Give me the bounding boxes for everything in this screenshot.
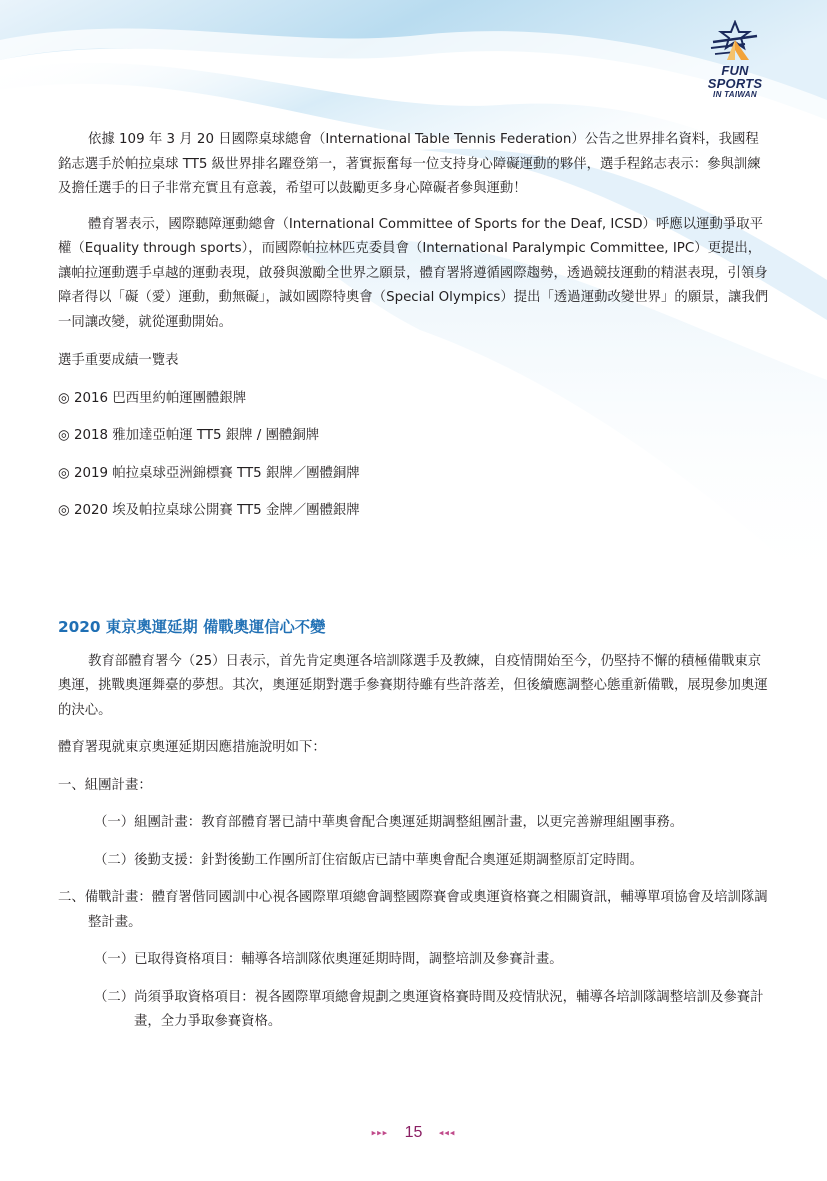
plan-item-2: 二、備戰計畫：體育署偕同國訓中心視各國際單項總會調整國際賽會或奧運資格賽之相關資訊，輔導單項協會及培訓隊調整計畫。 [58,890,768,930]
plan-item-2-sub-1: （一）已取得資格項目：輔導各培訓隊依奧運延期時間，調整培訓及參賽計畫。 [94,952,563,967]
section-paragraph-1: 教育部體育署今（25）日表示，首先肯定奧運各培訓隊選手及教練，自疫情開始至今，仍堅持不懈的積極備戰東京奧運，挑戰奧運舞臺的夢想。其次，奧運延期對選手參賽期待雖有些許落差，但後續應調整心態重新備戰，展現參加奧運的決心。 [58,653,768,718]
plan-item-1-sub-1: （一）組團計畫：教育部體育署已請中華奧會配合奧運延期調整組團計畫，以更完善辦理組團事務。 [94,815,684,830]
star-runner-icon [705,20,765,62]
intro-paragraph-1: 依據 109 年 3 月 20 日國際桌球總會（International Table Tennis Federation）公告之世界排名資料，我國程銘志選手於帕拉桌球 TT5 級世界排名躍登第一，著實振奮每一位支持身心障礙運動的夥伴，選手程銘志表示：參與訓練及擔任選手的日子非常充實且有意義，希望可以鼓勵更多身心障礙者參與運動！ [58,132,761,196]
plan-item-1-sub-2: （二）後勤支援：針對後勤工作團所訂住宿飯店已請中華奧會配合奧運延期調整原訂定時間。 [94,852,644,868]
left-arrows-icon: ▸▸▸ [371,1127,389,1138]
logo-title: FUN SPORTS [707,63,763,91]
section-title: 2020 東京奧運延期 備戰奧運信心不變 [58,617,326,636]
plan-item-2-sub-2: （二）尚須爭取資格項目：視各國際單項總會規劃之奧運資格賽時間及疫情狀況，輔導各培訓隊調整培訓及參賽計畫，全力爭取參賽資格。 [94,989,764,1029]
achievement-item: ◎ 2016 巴西里約帕運團體銀牌 [58,390,247,406]
achievement-item: ◎ 2020 埃及帕拉桌球公開賽 TT5 金牌／團體銀牌 [58,503,360,518]
page-footer [0,1124,827,1142]
page-number: 15 [404,1124,423,1141]
right-arrows-icon: ◂◂◂ [438,1127,456,1138]
fun-sports-logo [700,20,770,99]
plan-item-1: 一、組團計畫： [58,777,152,793]
article-body [58,128,770,1035]
achievement-item: ◎ 2018 雅加達亞帕運 TT5 銀牌 / 團體銅牌 [58,428,320,443]
intro-paragraph-2: 體育署表示，國際聽障運動總會（International Committee of Sports for the Deaf, ICSD）呼應以運動爭取平權（Equality through sports），而國際帕拉林匹克委員會（International Paralympic Committee, IPC）更提出，讓帕拉運動選手卓越的運動表現，啟發與激勵全世界之願景，體育署將遵循國際趨勢，透過競技運動的精湛表現，引領身障者得以「礙（愛）運動，動無礙」，誠如國際特奧會（Special Olympics）提出「透過運動改變世界」的願景，讓我們一同讓改變，就從運動開始。 [58,216,769,330]
logo-subtitle: IN TAIWAN [713,90,757,99]
achievements-heading: 選手重要成績一覽表 [58,353,179,368]
achievement-item: ◎ 2019 帕拉桌球亞洲錦標賽 TT5 銀牌／團體銅牌 [58,465,360,481]
section-paragraph-2: 體育署現就東京奧運延期因應措施說明如下： [58,740,326,755]
